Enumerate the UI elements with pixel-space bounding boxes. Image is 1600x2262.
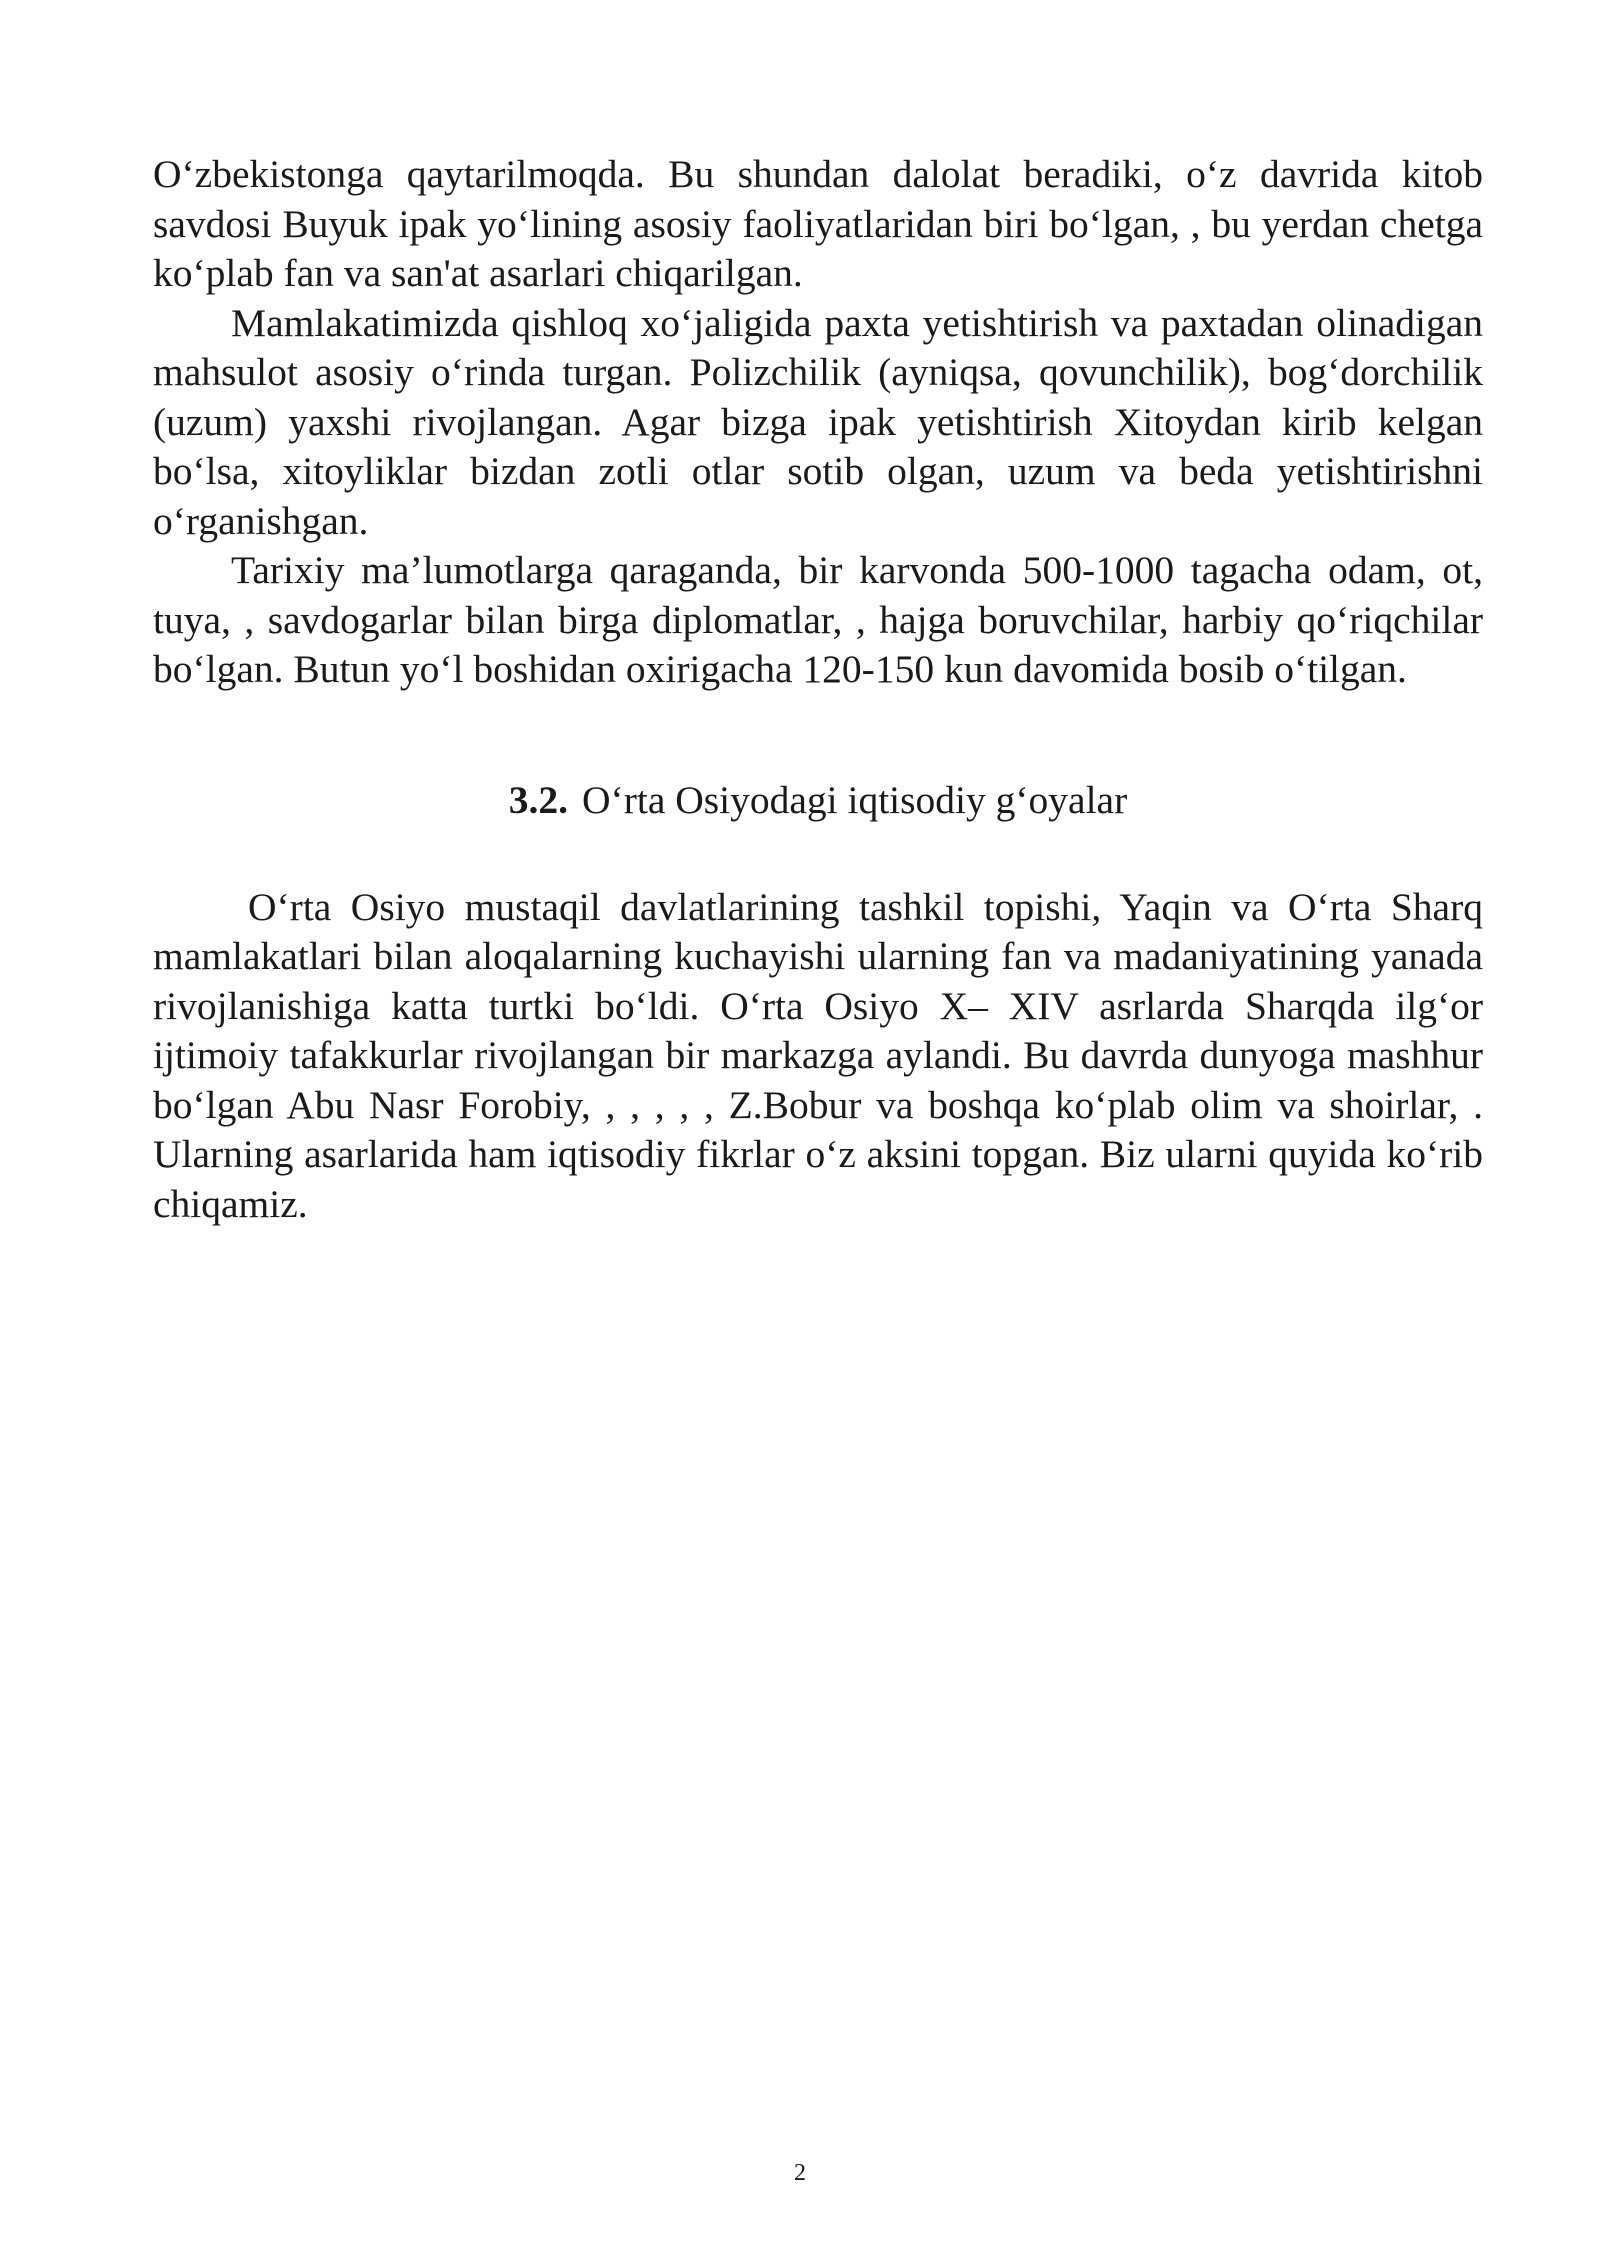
section-title: O‘rta Osiyodagi iqtisodiy g‘oyalar xyxy=(582,777,1128,822)
section-number: 3.2. xyxy=(508,777,569,822)
section-heading xyxy=(153,775,1483,825)
section-paragraph: O‘rta Osiyo mustaqil davlatlarining tashkil topishi, Yaqin va O‘rta Sharq mamlakatlari bilan aloqalarning kuchayishi ularning fan va madaniyatining yanada rivojlanishiga katta turtki bo‘ldi. O‘rta Osiyo X– XIV asrlarda Sharqda ilg‘or ijtimoiy tafakkurlar rivojlangan bir markazga aylandi. Bu davrda dunyoga mashhur bo‘lgan Abu Nasr Forobiy, , , , , , Z.Bobur va boshqa ko‘plab olim va shoirlar, . Ularning asarlarida ham iqtisodiy fikrlar o‘z aksini topgan. Biz ularni quyida ko‘rib chiqamiz. xyxy=(153,884,1483,1226)
page-number: 2 xyxy=(794,2160,806,2186)
body-paragraph-1: O‘zbekistonga qaytarilmoqda. Bu shundan dalolat beradiki, o‘z davrida kitob savdosi Buyuk ipak yo‘lining asosiy faoliyatlaridan biri bo‘lgan, , bu yerdan chetga ko‘plab fan va san'at asarlari chiqarilgan. xyxy=(153,152,1483,295)
body-paragraph-3: Tarixiy ma’lumotlarga qaraganda, bir karvonda 500-1000 tagacha odam, ot, tuya, , savdogarlar bilan birga diplomatlar, , hajga boruvchilar, harbiy qo‘riqchilar bo‘lgan. Butun yo‘l boshidan oxirigacha 120-150 kun davomida bosib o‘tilgan. xyxy=(153,548,1483,691)
body-paragraph-2: Mamlakatimizda qishloq xo‘jaligida paxta yetishtirish va paxtadan olinadigan mahsulot asosiy o‘rinda turgan. Polizchilik (ayniqsa, qovunchilik), bog‘dorchilik (uzum) yaxshi rivojlangan. Agar bizga ipak yetishtirish Xitoydan kirib kelgan bo‘lsa, xitoyliklar bizdan zotli otlar sotib olgan, uzum va beda yetishtirishni o‘rganishgan. xyxy=(153,300,1483,543)
document-page xyxy=(153,150,1483,1229)
